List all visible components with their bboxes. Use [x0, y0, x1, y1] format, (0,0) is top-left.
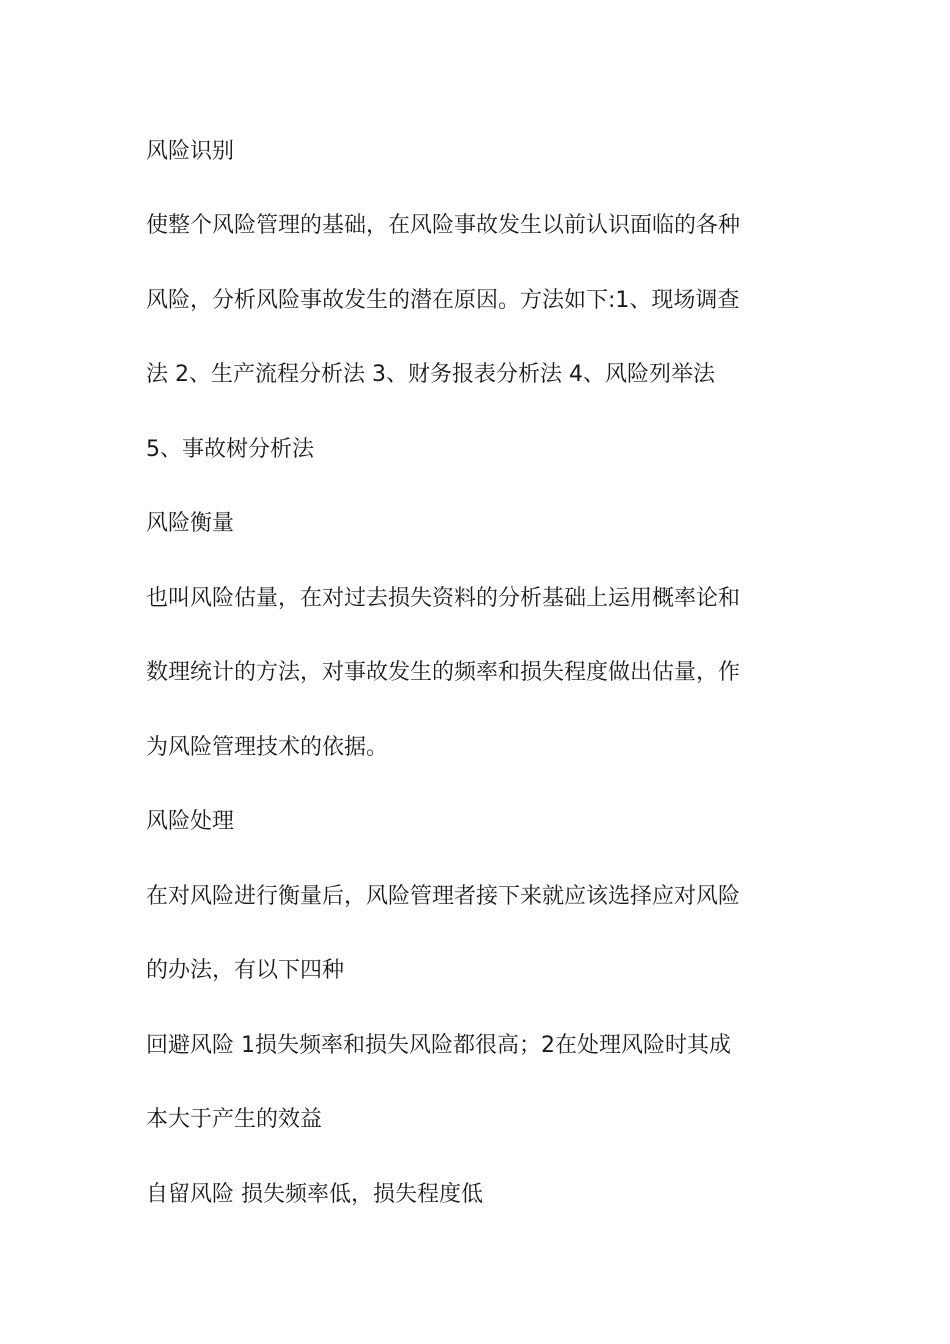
- section-heading-risk-identification: 风险识别: [146, 139, 235, 164]
- paragraph-line: 本大于产生的效益: [146, 1107, 323, 1132]
- paragraph-line: 风险，分析风险事故发生的潜在原因。方法如下:1、现场调查: [146, 288, 740, 313]
- section-heading-risk-handling: 风险处理: [146, 809, 235, 834]
- paragraph-line: 自留风险 损失频率低，损失程度低: [146, 1182, 483, 1207]
- paragraph-line: 使整个风险管理的基础，在风险事故发生以前认识面临的各种: [146, 213, 741, 238]
- paragraph-line: 数理统计的方法，对事故发生的频率和损失程度做出估量，作: [146, 660, 741, 685]
- paragraph-line: 也叫风险估量，在对过去损失资料的分析基础上运用概率论和: [146, 586, 741, 611]
- paragraph-line: 的办法，有以下四种: [146, 958, 345, 983]
- paragraph-line: 5、事故树分析法: [146, 437, 314, 462]
- paragraph-line: 回避风险 1损失频率和损失风险都很高；2在处理风险时其成: [146, 1033, 731, 1058]
- paragraph-line: 法 2、生产流程分析法 3、财务报表分析法 4、风险列举法: [146, 362, 715, 387]
- section-heading-risk-measurement: 风险衡量: [146, 511, 235, 536]
- paragraph-line: 在对风险进行衡量后，风险管理者接下来就应该选择应对风险: [146, 884, 741, 909]
- paragraph-line: 为风险管理技术的依据。: [146, 735, 389, 760]
